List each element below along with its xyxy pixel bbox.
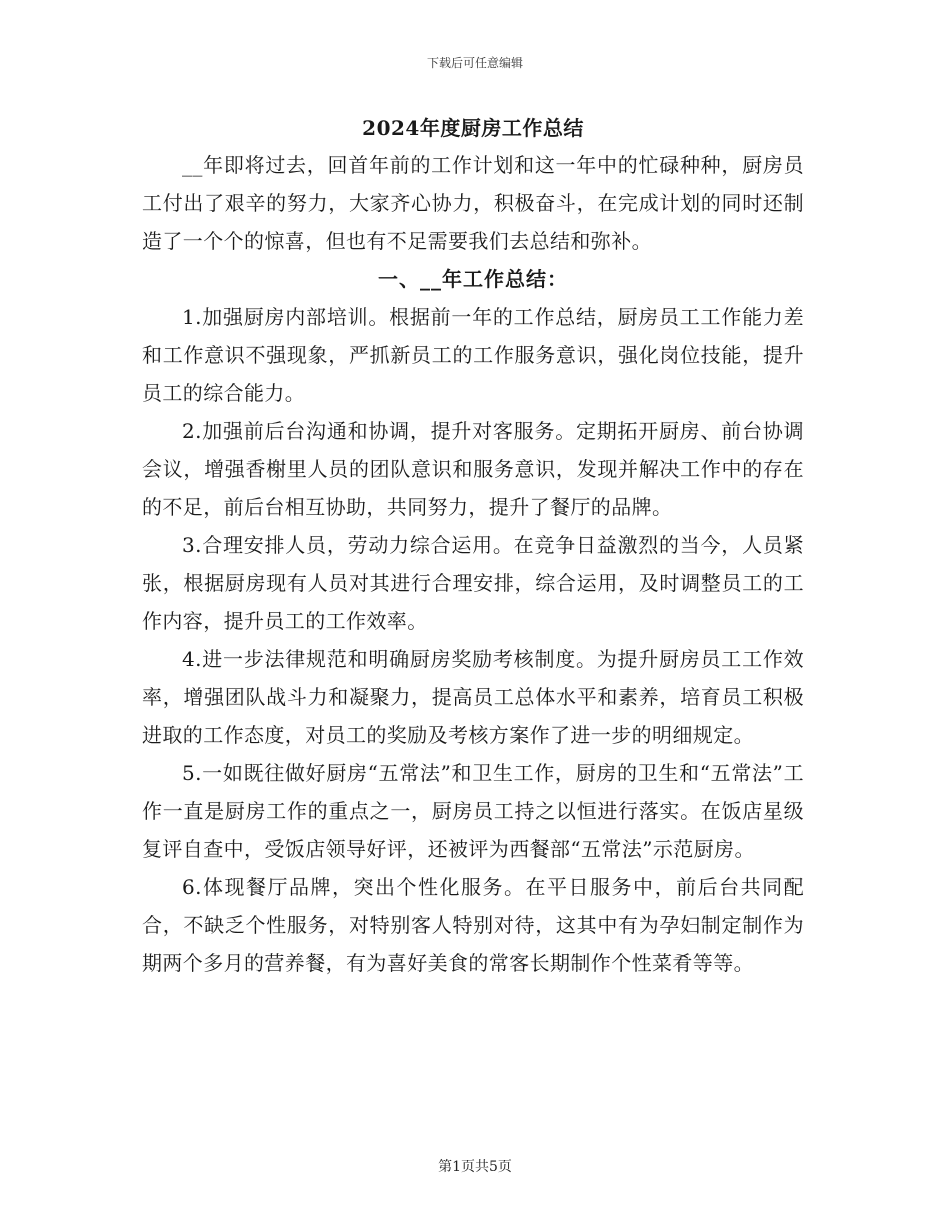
list-item-1: 1.加强厨房内部培训。根据前一年的工作总结，厨房员工工作能力差和工作意识不强现象，严抓新员工的工作服务意识，强化岗位技能，提升员工的综合能力。 — [142, 305, 804, 405]
document-title: 2024年度厨房工作总结 — [362, 116, 584, 140]
section-heading: 一、__年工作总结： — [378, 267, 568, 291]
page-header-note: 下载后可任意编辑 — [426, 56, 523, 70]
document-body — [142, 110, 804, 982]
intro-paragraph: __年即将过去，回首年前的工作计划和这一年中的忙碌种种，厨房员工付出了艰辛的努力，大家齐心协力，积极奋斗，在完成计划的同时还制造了一个个的惊喜，但也有不足需要我们去总结和弥补。 — [142, 153, 804, 253]
list-item-3: 3.合理安排人员，劳动力综合运用。在竞争日益激烈的当今，人员紧张，根据厨房现有人员对其进行合理安排，综合运用，及时调整员工的工作内容，提升员工的工作效率。 — [142, 533, 804, 633]
list-item-5: 5.一如既往做好厨房“五常法”和卫生工作，厨房的卫生和“五常法”工作一直是厨房工作的重点之一，厨房员工持之以恒进行落实。在饭店星级复评自查中，受饭店领导好评，还被评为西餐部“五常法”示范厨房。 — [142, 761, 804, 861]
page-number: 第1页共5页 — [438, 1159, 512, 1175]
list-item-6: 6.体现餐厅品牌，突出个性化服务。在平日服务中，前后台共同配合，不缺乏个性服务，对特别客人特别对待，这其中有为孕妇制定制作为期两个多月的营养餐，有为喜好美食的常客长期制作个性菜肴等等。 — [142, 875, 804, 975]
list-item-2: 2.加强前后台沟通和协调，提升对客服务。定期拓开厨房、前台协调会议，增强香榭里人员的团队意识和服务意识，发现并解决工作中的存在的不足，前后台相互协助，共同努力，提升了餐厅的品牌。 — [142, 419, 804, 519]
list-item-4: 4.进一步法律规范和明确厨房奖励考核制度。为提升厨房员工工作效率，增强团队战斗力和凝聚力，提高员工总体水平和素养，培育员工积极进取的工作态度，对员工的奖励及考核方案作了进一步的明细规定。 — [142, 647, 804, 747]
